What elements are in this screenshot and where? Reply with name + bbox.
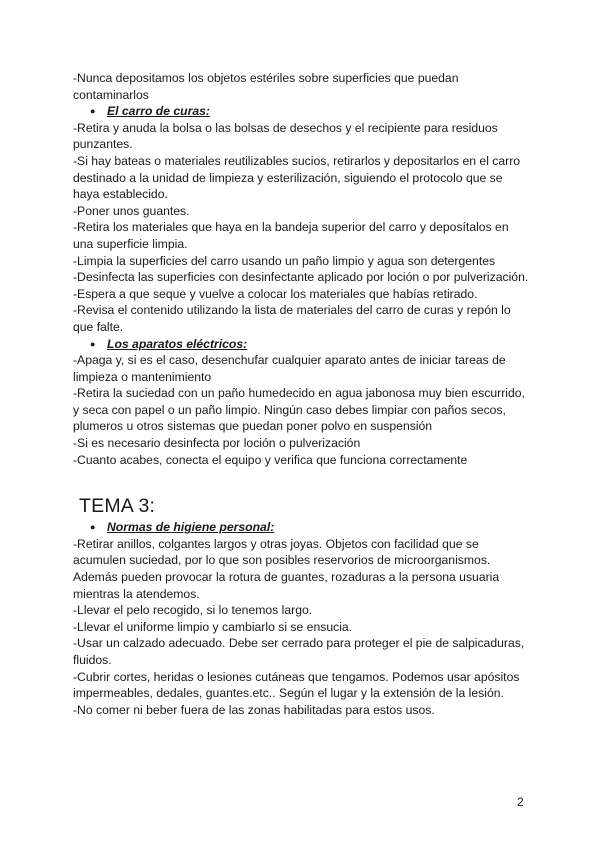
text-line: -Retirar anillos, colgantes largos y otras joyas. Objetos con facilidad que se [73, 536, 479, 551]
text-line: -Retira la suciedad con un paño humedecido en agua jabonosa muy bien escurrido, [73, 386, 525, 401]
text-line: -Apaga y, si es el caso, desenchufar cualquier aparato antes de iniciar tareas de [73, 353, 506, 368]
text-line: -Llevar el pelo recogido, si lo tenemos largo. [73, 603, 313, 618]
text-line: -Espera a que seque y vuelve a colocar los materiales que habías retirado. [73, 286, 478, 301]
text-line: -Poner unos guantes. [73, 203, 190, 218]
text-line: -Desinfecta las superficies con desinfectante aplicado por loción o por pulverización. [73, 270, 529, 285]
text-line: -Cubrir cortes, heridas o lesiones cutáneas que tengamos. Podemos usar apósitos [73, 669, 520, 684]
bullet-dot-icon: ● [90, 106, 96, 117]
section-normas [73, 536, 543, 719]
bullet-heading-normas [73, 519, 543, 536]
text-line: -Usar un calzado adecuado. Debe ser cerrado para proteger el pie de salpicaduras, [73, 636, 525, 651]
text-line: acumulen suciedad, por lo que son posibles reservorios de microorganismos. [73, 553, 491, 568]
bullet-heading-aparatos [73, 336, 543, 353]
section-carro [73, 120, 543, 336]
text-line: plumeros u otros sistemas que puedan poner polvo en suspensión [73, 419, 433, 434]
text-line: -Si hay bateas o materiales reutilizables sucios, retirarlos y depositarlos en el carro [73, 153, 521, 168]
text-line: -Limpia la superficies del carro usando un paño limpio y agua son detergentes [73, 253, 496, 268]
text-line: contaminarlos [73, 87, 149, 102]
text-line: -Si es necesario desinfecta por loción o pulverización [73, 436, 361, 451]
text-line: Además pueden provocar la rotura de guantes, rozaduras a la persona usuaria [73, 570, 500, 585]
page-number: 2 [517, 795, 524, 809]
section-title: TEMA 3: [79, 495, 156, 518]
section-aparatos [73, 352, 543, 468]
text-line: y seca con papel o un paño limpio. Ningún caso debes limpiar con paños secos, [73, 402, 506, 417]
text-line: que falte. [73, 319, 124, 334]
bullet-heading-carro [73, 103, 543, 120]
bullet-heading-text: Los aparatos eléctricos: [107, 336, 248, 351]
bullet-heading-text: Normas de higiene personal: [107, 520, 275, 535]
text-line: destinado a la unidad de limpieza y esterilización, siguiendo el protocolo que se [73, 170, 503, 185]
text-line: una superficie limpia. [73, 236, 188, 251]
text-line: -Retira los materiales que haya en la bandeja superior del carro y deposítalos en [73, 220, 509, 235]
text-line: impermeables, dedales, guantes.etc.. Según el lugar y la extensión de la lesión. [73, 686, 504, 701]
text-line: -Cuanto acabes, conecta el equipo y verifica que funciona correctamente [73, 452, 468, 467]
bullet-heading-text: El carro de curas: [107, 104, 210, 119]
text-line: fluidos. [73, 653, 112, 667]
text-line: -Llevar el uniforme limpio y cambiarlo si se ensucia. [73, 619, 353, 634]
document-page [73, 70, 543, 718]
section-intro [73, 70, 543, 103]
text-line: haya establecido. [73, 187, 168, 202]
text-line: -No comer ni beber fuera de las zonas habilitadas para estos usos. [73, 702, 435, 717]
text-line: -Nunca depositamos los objetos estériles sobre superficies que puedan [73, 71, 459, 85]
bullet-dot-icon: ● [90, 338, 96, 349]
bullet-dot-icon: ● [90, 522, 96, 533]
text-line: mientras la atendemos. [73, 586, 200, 601]
text-line: punzantes. [73, 137, 133, 152]
text-line: limpieza o mantenimiento [73, 369, 212, 384]
text-line: -Revisa el contenido utilizando la lista de materiales del carro de curas y repón lo [73, 303, 511, 318]
text-line: -Retira y anuda la bolsa o las bolsas de desechos y el recipiente para residuos [73, 120, 498, 135]
